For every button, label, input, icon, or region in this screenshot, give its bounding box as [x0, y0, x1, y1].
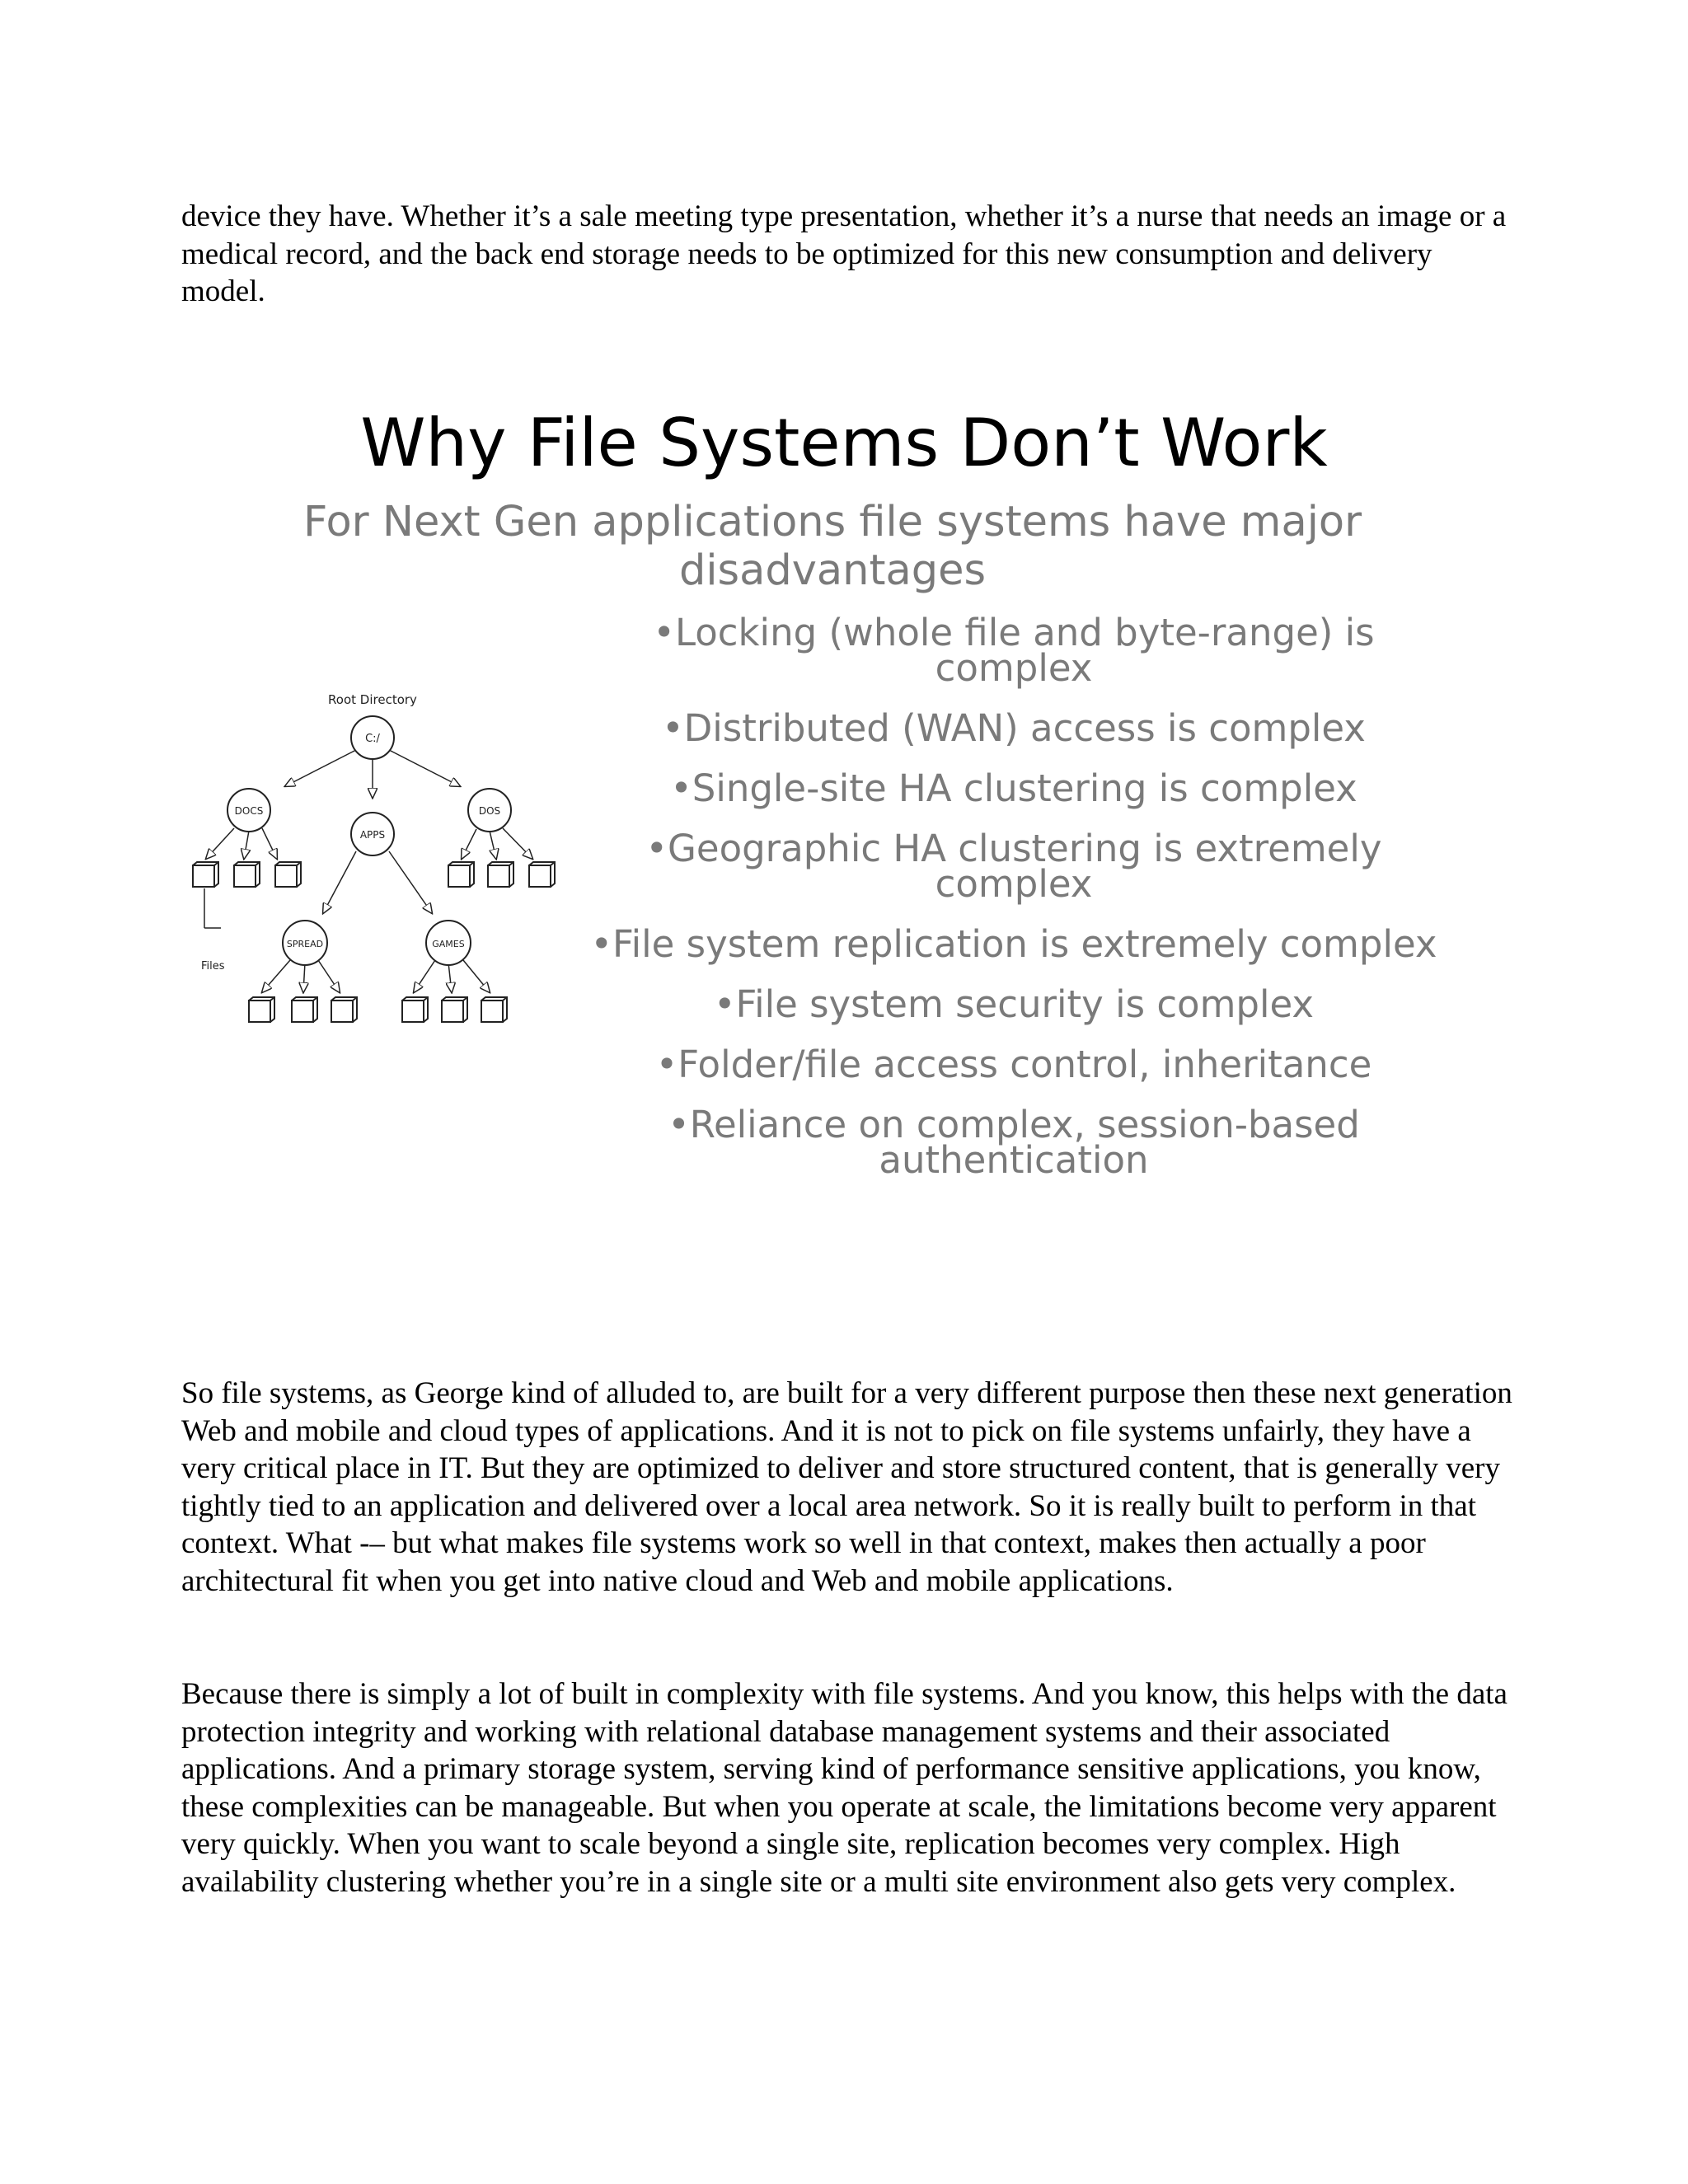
- file-icon: [249, 997, 274, 1022]
- bullet-item: •File system security is complex: [713, 982, 1315, 1026]
- svg-text:GAMES: GAMES: [432, 939, 465, 949]
- file-icon: [275, 862, 301, 887]
- bullet-item: •Folder/file access control, inheritance: [655, 1043, 1372, 1086]
- file-icon: [193, 862, 218, 887]
- root-directory-label: Root Directory: [328, 692, 417, 707]
- body-paragraph-middle: So file systems, as George kind of alluded to, are built for a very different purpose then these next generation Web and mobile and cloud types of applications. And it is not to pick on file systems unfairly, they have a very critical place in IT. But they are optimized to deliver and store structured content, that is generally very tightly tied to an application and delivered over a local area network. So it is really built to perform in that context. What -– but what makes file systems work so well in that context, makes then actually a poor architectural fit when you get into native cloud and Web and mobile applications.: [181, 1376, 1512, 1598]
- file-icon: [529, 862, 555, 887]
- bullet-item: •Single-site HA clustering is complex: [670, 766, 1357, 810]
- docs-node: [227, 789, 270, 832]
- svg-text:APPS: APPS: [359, 829, 386, 841]
- file-icon: [448, 862, 474, 887]
- slide-title: Why File Systems Don’t Work: [360, 405, 1328, 481]
- bullet-item: •Geographic HA clustering is extremely complex: [645, 827, 1382, 906]
- apps-node: [351, 813, 394, 855]
- svg-text:DOS: DOS: [478, 805, 501, 817]
- spread-node: [283, 921, 327, 965]
- file-icon: [234, 862, 260, 887]
- file-icon: [442, 997, 467, 1022]
- file-icon: [481, 997, 507, 1022]
- svg-text:C:/: C:/: [365, 733, 380, 745]
- bullet-item: •File system replication is extremely complex: [590, 922, 1437, 966]
- bullet-item: •Locking (whole file and byte-range) is complex: [653, 611, 1375, 690]
- slide-bullet-list: [569, 611, 1459, 1202]
- file-icon: [331, 997, 357, 1022]
- dos-node: [468, 789, 511, 832]
- bullet-item: •Distributed (WAN) access is complex: [662, 706, 1366, 750]
- file-icon: [402, 997, 428, 1022]
- root-node: [351, 716, 394, 759]
- body-paragraph-bottom: Because there is simply a lot of built in complexity with file systems. And you know, this helps with the data protection integrity and working with relational database management systems and their associated applications. And a primary storage system, serving kind of performance sensitive applications, you know, these complexities can be manageable. But when you operate at scale, the limitations become very apparent very quickly. When you want to scale beyond a single site, replication becomes very complex. High availability clustering whether you’re in a single site or a multi site environment also gets very complex.: [181, 1677, 1507, 1899]
- file-system-tree-diagram: [183, 692, 570, 1071]
- svg-text:SPREAD: SPREAD: [286, 939, 324, 949]
- bullet-item: •Reliance on complex, session-based authentication: [668, 1103, 1360, 1182]
- files-label: Files: [201, 960, 225, 972]
- file-icon: [292, 997, 317, 1022]
- svg-text:DOCS: DOCS: [234, 805, 264, 817]
- body-paragraph-top: device they have. Whether it’s a sale meeting type presentation, whether it’s a nurse that needs an image or a medical record, and the back end storage needs to be optimized for this new consumption and delivery model.: [181, 199, 1507, 308]
- file-icon: [488, 862, 513, 887]
- slide-subtitle: For Next Gen applications file systems have major disadvantages: [302, 498, 1362, 595]
- games-node: [426, 921, 471, 965]
